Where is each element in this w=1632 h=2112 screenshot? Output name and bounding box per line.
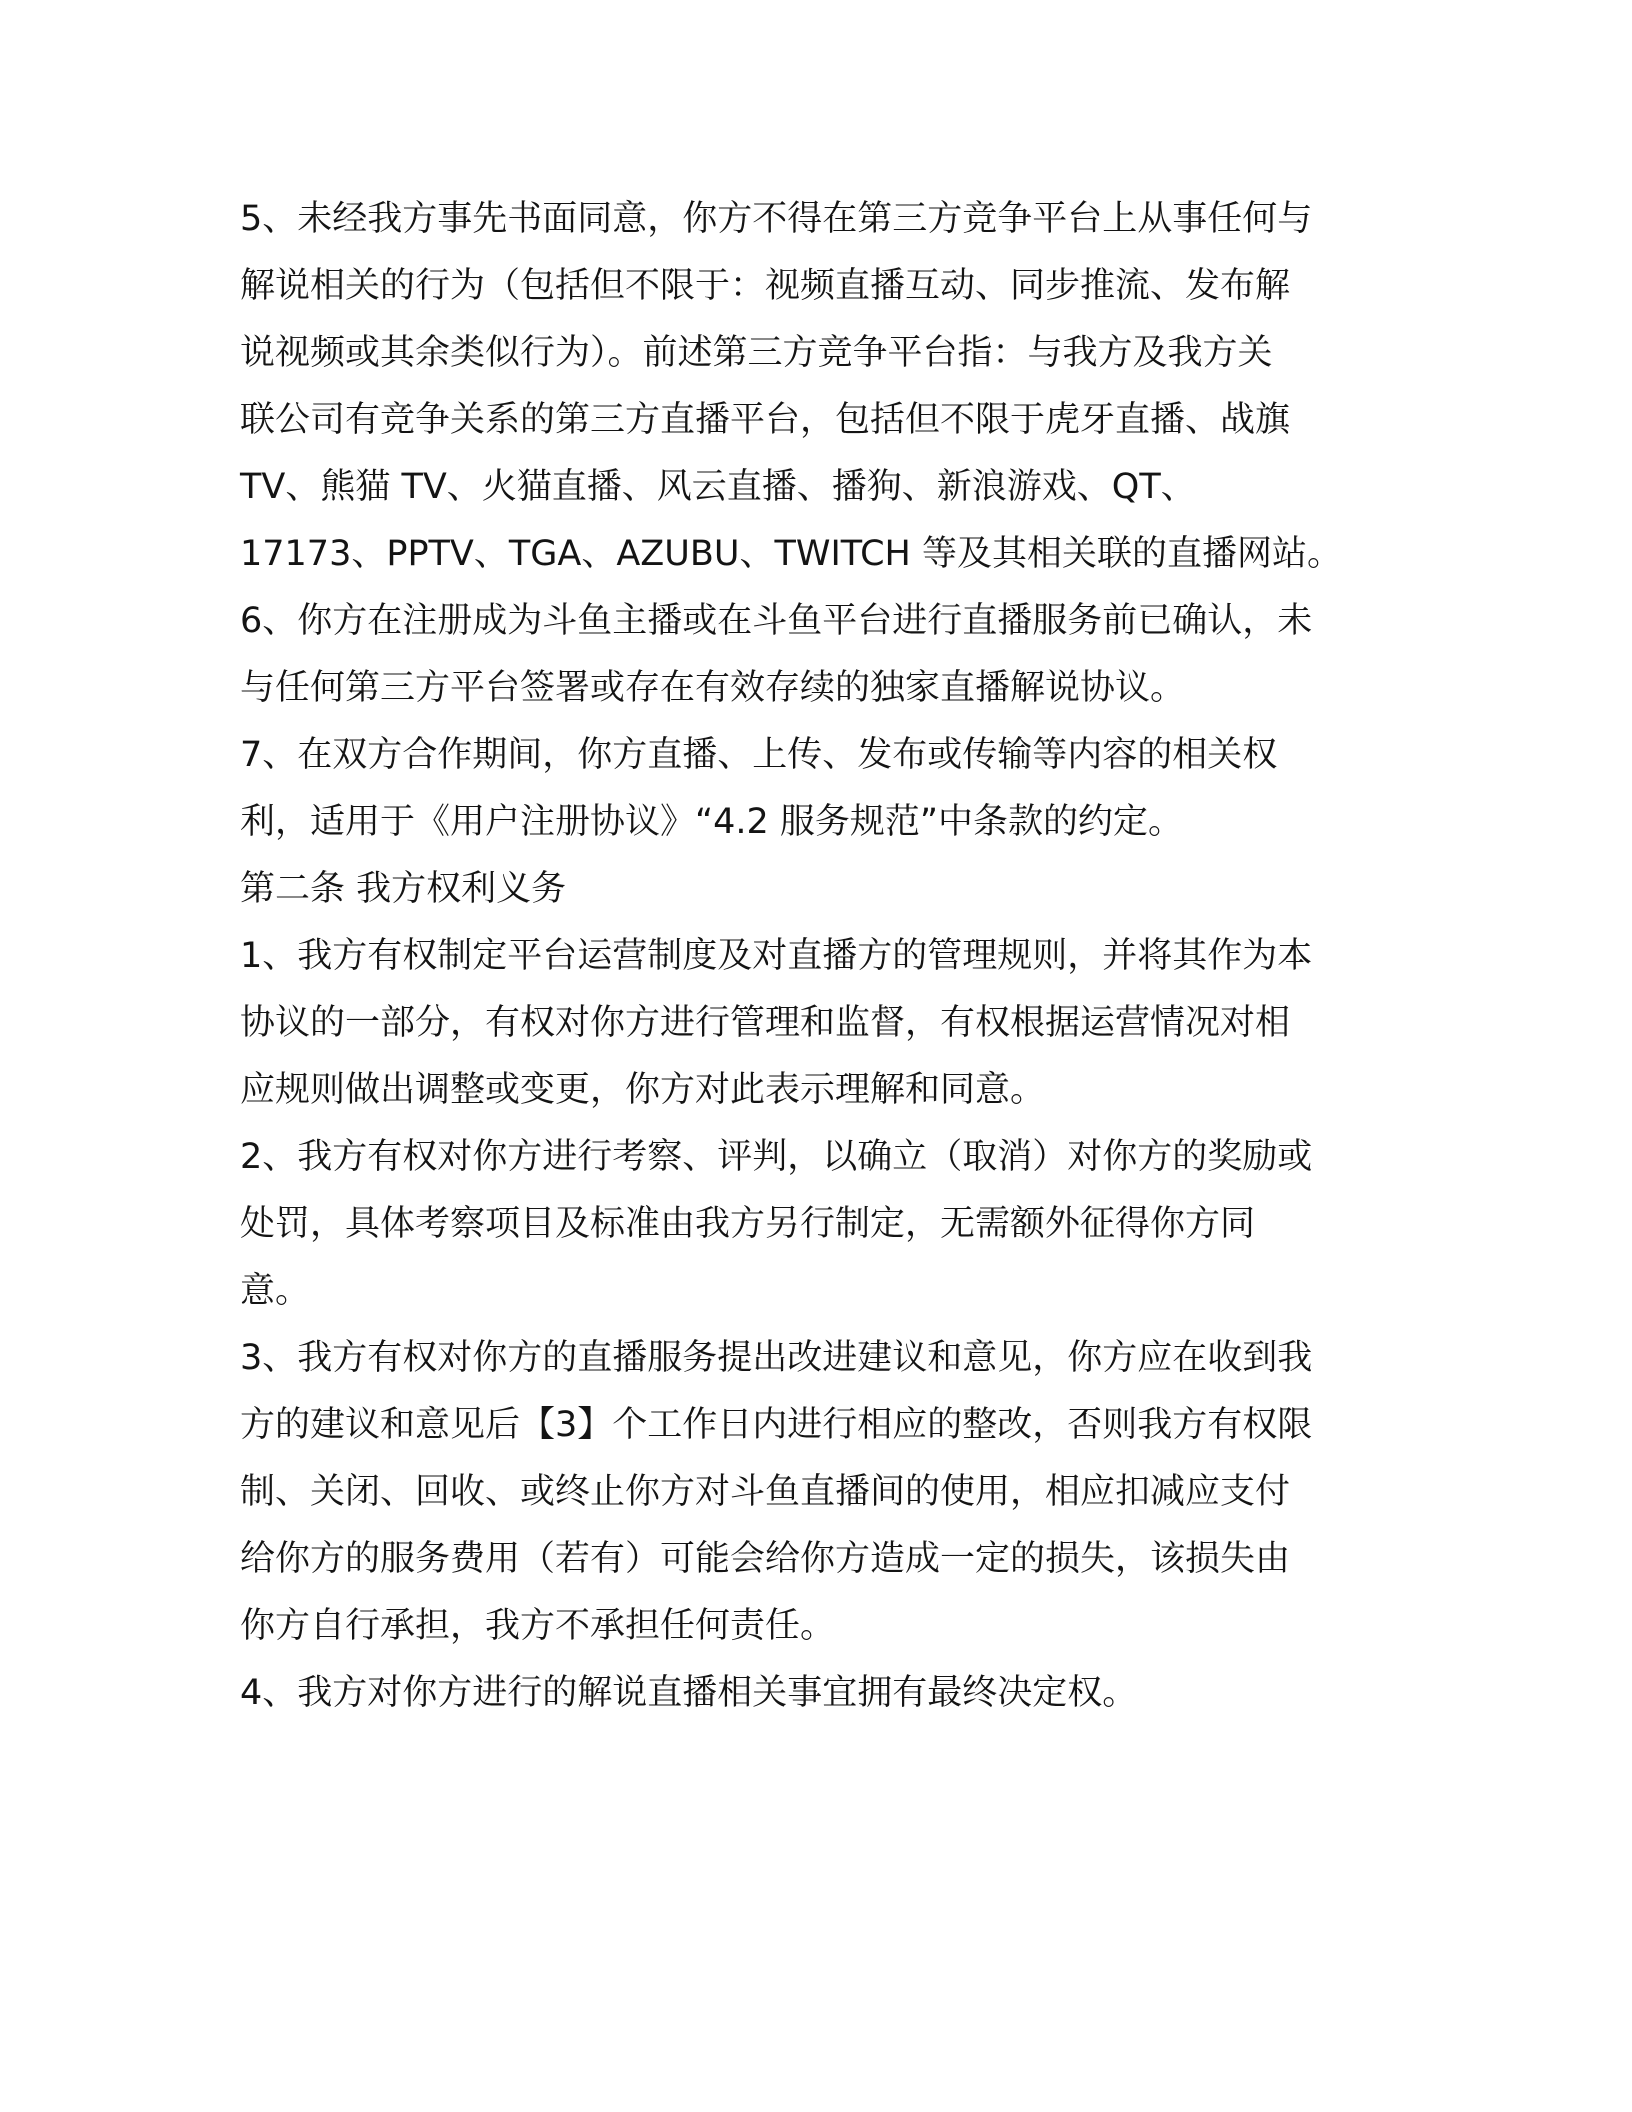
item-3-line-4: 给你方的服务费用（若有）可能会给你方造成一定的损失，该损失由 bbox=[240, 1539, 1291, 1579]
section-heading: 第二条 我方权利义务 bbox=[240, 869, 567, 909]
item-2-line-1: 2、我方有权对你方进行考察、评判，以确立（取消）对你方的奖励或 bbox=[240, 1137, 1313, 1177]
clause-5-line-1: 5、未经我方事先书面同意，你方不得在第三方竞争平台上从事任何与 bbox=[240, 199, 1313, 239]
clause-7-line-1: 7、在双方合作期间，你方直播、上传、发布或传输等内容的相关权 bbox=[240, 735, 1278, 775]
item-4-line-1: 4、我方对你方进行的解说直播相关事宜拥有最终决定权。 bbox=[240, 1673, 1138, 1713]
item-1-line-3: 应规则做出调整或变更，你方对此表示理解和同意。 bbox=[240, 1070, 1046, 1110]
clause-5-line-4: 联公司有竞争关系的第三方直播平台，包括但不限于虎牙直播、战旗 bbox=[240, 400, 1291, 440]
item-1-line-2: 协议的一部分，有权对你方进行管理和监督，有权根据运营情况对相 bbox=[240, 1003, 1291, 1043]
item-2-line-3: 意。 bbox=[240, 1271, 311, 1311]
clause-6-line-2: 与任何第三方平台签署或存在有效存续的独家直播解说协议。 bbox=[240, 668, 1186, 708]
item-2-line-2: 处罚，具体考察项目及标准由我方另行制定，无需额外征得你方同 bbox=[240, 1204, 1256, 1244]
document-page bbox=[240, 186, 1400, 1727]
clause-6-line-1: 6、你方在注册成为斗鱼主播或在斗鱼平台进行直播服务前已确认，未 bbox=[240, 601, 1313, 641]
clause-5-line-6: 17173、PPTV、TGA、AZUBU、TWITCH 等及其相关联的直播网站。 bbox=[240, 534, 1343, 574]
clause-7-line-2: 利，适用于《用户注册协议》“4.2 服务规范”中条款的约定。 bbox=[240, 802, 1184, 842]
clause-5-line-3: 说视频或其余类似行为）。前述第三方竞争平台指：与我方及我方关 bbox=[240, 333, 1273, 373]
item-3-line-1: 3、我方有权对你方的直播服务提出改进建议和意见，你方应在收到我 bbox=[240, 1338, 1313, 1378]
clause-5-line-5: TV、熊猫 TV、火猫直播、风云直播、播狗、新浪游戏、QT、 bbox=[240, 467, 1196, 507]
item-3-line-2: 方的建议和意见后【3】个工作日内进行相应的整改，否则我方有权限 bbox=[240, 1405, 1313, 1445]
item-3-line-3: 制、关闭、回收、或终止你方对斗鱼直播间的使用，相应扣减应支付 bbox=[240, 1472, 1291, 1512]
item-3-line-5: 你方自行承担，我方不承担任何责任。 bbox=[240, 1606, 836, 1646]
item-1-line-1: 1、我方有权制定平台运营制度及对直播方的管理规则，并将其作为本 bbox=[240, 936, 1313, 976]
clause-5-line-2: 解说相关的行为（包括但不限于：视频直播互动、同步推流、发布解 bbox=[240, 266, 1291, 306]
